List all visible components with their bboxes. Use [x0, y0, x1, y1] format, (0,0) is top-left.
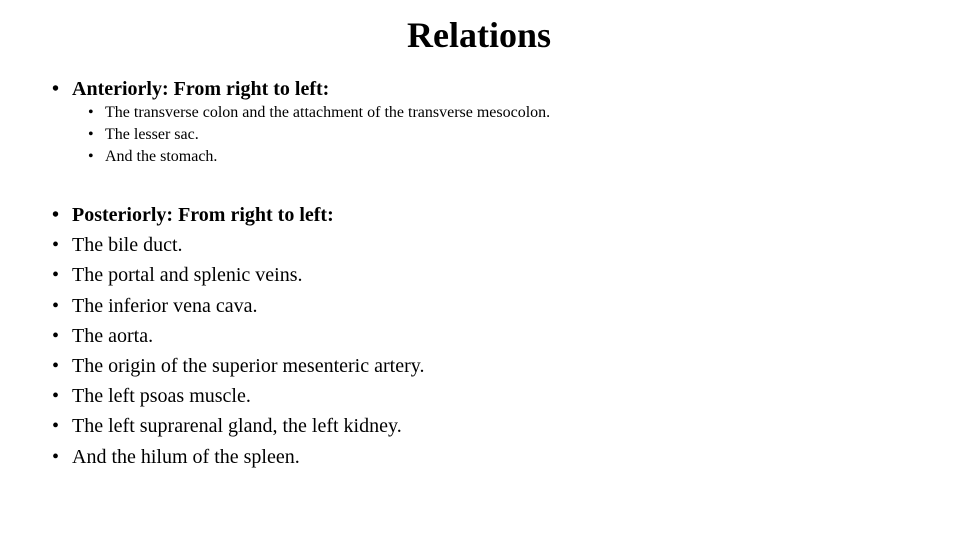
bullet-icon: • [52, 264, 60, 287]
list-item [52, 381, 424, 411]
list-item-text: The aorta. [72, 324, 154, 347]
list-item [52, 260, 424, 290]
list-item [52, 442, 424, 472]
bullet-icon: • [88, 126, 94, 143]
list-item [52, 321, 424, 351]
list-item-text: And the hilum of the spleen. [72, 445, 300, 468]
bullet-icon: • [88, 148, 94, 165]
list-item-text: The left suprarenal gland, the left kidney. [72, 415, 402, 438]
bullet-icon: • [52, 294, 60, 317]
slide-title-text: Relations [407, 15, 551, 55]
list-item-text: The left psoas muscle. [72, 385, 251, 408]
slide-title [0, 12, 960, 58]
anterior-heading [52, 74, 550, 104]
list-item [88, 124, 550, 146]
list-item-text: And the stomach. [105, 148, 218, 165]
list-item [88, 146, 550, 168]
list-item [52, 291, 424, 321]
list-item-text: The origin of the superior mesenteric artery. [72, 354, 425, 377]
bullet-icon: • [52, 445, 60, 468]
anterior-list [88, 102, 550, 168]
anterior-heading-text: Anteriorly: From right to left: [72, 78, 330, 100]
list-item-text: The inferior vena cava. [72, 294, 258, 317]
posterior-list [52, 200, 424, 472]
bullet-icon: • [52, 354, 60, 377]
list-item-text: The transverse colon and the attachment of the transverse mesocolon. [105, 104, 551, 121]
list-item [52, 411, 424, 441]
bullet-icon: • [52, 324, 60, 347]
bullet-icon: • [52, 385, 60, 408]
list-item-text: The bile duct. [72, 234, 183, 257]
anterior-section [52, 74, 550, 168]
bullet-icon: • [52, 415, 60, 438]
bullet-icon: • [52, 204, 60, 226]
list-item-text: The lesser sac. [105, 126, 199, 143]
bullet-icon: • [88, 104, 94, 121]
list-item-text: The portal and splenic veins. [72, 264, 303, 287]
posterior-heading [52, 200, 424, 230]
bullet-icon: • [52, 234, 60, 257]
list-item [52, 230, 424, 260]
list-item [52, 351, 424, 381]
posterior-heading-text: Posteriorly: From right to left: [72, 204, 334, 226]
list-item [88, 102, 550, 124]
bullet-icon: • [52, 78, 60, 100]
